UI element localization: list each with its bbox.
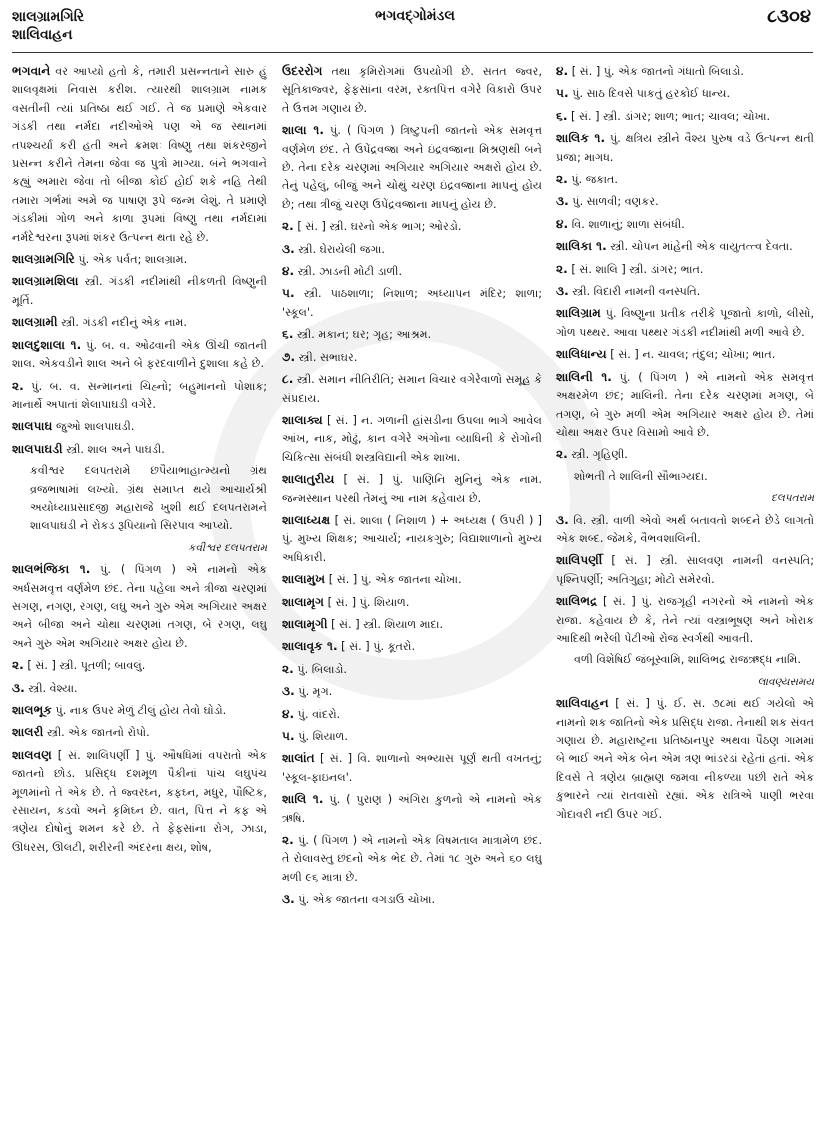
sense-item: ૨. [ સં. શાલિ ] સ્ત્રી. ડાંગર; ભાત. bbox=[556, 261, 704, 276]
entry-shalini: શાલિની ૧. પું. ( પિંગળ ) એ નામનો એક સમવૃત્ત અક્ષરમેળ છંદ; માલિની. તેના દરેક ચરણમાં મગણ, બે તગણ, બે ગુરુ મળી એમ અગિયાર અક્ષર હોય છે. તેમાં ચોથા અક્ષર ઉપર વિસામો આવે છે. bbox=[556, 369, 814, 439]
quotation-source: કવીશ્વર દલપતરામ bbox=[188, 541, 267, 554]
header-rule bbox=[12, 52, 813, 53]
entry-shalamukh: શાલામુખ [ સં. ] પું. એક જાતના ચોખા. bbox=[282, 572, 462, 587]
sense-item: ૫. પું. સાઠ દિવસે પાકતું હરકોઈ ધાન્ય. bbox=[556, 86, 731, 101]
entry-shaliparni: શાલિપર્ણી [ સં. ] સ્ત્રી. સાલવણ નામની વનસ્પતિ; પૃશ્નિપર્ણી; અતિગુહા; મોટો સમેરવો. bbox=[556, 553, 814, 586]
header-guide-first: શાલગ્રામગિરિ bbox=[12, 9, 85, 25]
column-middle bbox=[282, 62, 542, 1117]
sense-item: ૩. સ્ત્રી. વિદારી નામની વનસ્પતિ. bbox=[556, 284, 701, 299]
entry-shalbhuk: શાલભૂક પું. નાક ઉપર મેળું ટીલું હોય તેવો ઘોડો. bbox=[12, 703, 227, 717]
entry-shalgrami: શાલગ્રામી સ્ત્રી. ગંડકી નદીનું એક નામ. bbox=[12, 315, 187, 330]
entry-shalakya: શાલાક્ય [ સં. ] ન. ગળાની હાંસડીના ઉપલા ભાગે આવેલ આંખ, નાક, મોઢું, કાન વગેરે અંગોના વ્યાધિની કે રોગોની ચિકિત્સા સંબંધી શસ્ત્રવિદ્યાની એક શાખા. bbox=[282, 412, 542, 464]
column-left bbox=[12, 62, 267, 1117]
sense-item: ૨. પું. બ. વ. સન્માનનાં ચિહ્નો; બહુમાનનો પોશાક; માનાર્થે અપાતાં શેલાપાઘડી વગેરે. bbox=[12, 378, 267, 411]
entry-shalvan: શાલવણ [ સં. શાલિપર્ણી ] પું. ઔષધિમાં વપરાતો એક જાતનો છોડ. પ્રસિદ્ધ દશમૂળ પૈકીનાં પાંચ લઘુપંચ મૂળમાંનો તે એક છે. તે જ્વરઘ્ન, કફઘ્ન, મધુર, પૌષ્ટિક, રસાયન, કડવો અને કૃમિઘ્ન છે. વાત, પિત્ત ને કફ એ ત્રણેય દોષોનું શમન કરે છે. તે ફેફસાંના રોગ, ઝાડા, ઊધરસ, ઊલટી, શરીરની અંદરના ક્ષય, શોષ, bbox=[12, 747, 267, 854]
entry-shalamrug: શાલામૃગ [ સં. ] પું. શિયાળ. bbox=[282, 594, 410, 609]
entry-shalant: શાલાંત [ સં. ] વિ. શાળાનો અભ્યાસ પૂર્ણ થતી વખતનું; 'સ્કૂલ-ફાઇનલ'. bbox=[282, 751, 542, 784]
entry-shala: શાલા ૧. પું. ( પિંગળ ) ત્રિષ્ટુપની જાતનો એક સમવૃત્ત વર્ણમેળ છંદ. તે ઉપેંદ્રવજ્રા અને ઇંદ્રવજ્રાના મિશ્રણથી બને છે. તેના દરેક ચરણમાં અગિયાર અગિયાર અક્ષરો હોય છે. તેનું પહેલું, બીજું અને ચોથું ચરણ ઇંદ્રવજ્રાના માપનું હોય છે; તથા ત્રીજું ચરણ ઉપેંદ્રવજ્રાના માપનું હોય છે. bbox=[282, 123, 542, 211]
sense-item: ૪. સ્ત્રી. ઝાડની મોટી ડાળી. bbox=[282, 264, 403, 279]
sense-item: ૨. પું. ( પિંગળ ) એ નામનો એક વિષમતાલ માત્રામેળ છંદ. તે રોલાવસ્તુ છંદનો એક ભેદ છે. તેમાં ૧૮ ગુરુ અને ૬૦ લઘુ મળી ૯૬ માત્રા છે. bbox=[282, 833, 542, 884]
sense-item: ૪. વિ. શાળાનું; શાળા સંબંધી. bbox=[556, 216, 685, 231]
quotation: વળી વિશેષિઈ જંબૂસ્વામિ, શાલિભદ્ર રાજઋદ્ધ નામિ. bbox=[574, 653, 801, 667]
entry-shali: શાલિ ૧. પું. ( પુરાણ ) અંગિરા કુળનો એ નામનો એક ઋષિ. bbox=[282, 792, 542, 825]
column-right bbox=[556, 62, 814, 1117]
quotation-source: દલપતરામ bbox=[771, 492, 814, 505]
sense-item: ૩. પું. એક જાતના વગડાઉ ચોખા. bbox=[282, 892, 436, 907]
sense-item: ૩. પું. સાળવી; વણકર. bbox=[556, 194, 659, 209]
sense-item: ૨. [ સં. ] સ્ત્રી. ઘરનો એક ભાગ; ઓરડો. bbox=[282, 219, 462, 234]
sense-item: ૩. સ્ત્રી. ઘેરાયેલી જગા. bbox=[282, 241, 385, 256]
sense-item: ૩. પું. મૃગ. bbox=[282, 684, 333, 699]
entry-shalika: શાલિકા ૧. સ્ત્રી. ચોપન માંહેની એક વાયુતત્ત્વ દેવતા. bbox=[556, 239, 793, 254]
quotation: શોભતી તે શાલિની સૌભાગ્યદા. bbox=[574, 469, 708, 483]
header-guide-words bbox=[12, 8, 84, 44]
header-page-number: ૮૩૦૪ bbox=[767, 6, 811, 27]
sense-item: ૨. સ્ત્રી. ગૃહિણી. bbox=[556, 447, 628, 462]
sense-item: ૨. પું. જકાત. bbox=[556, 172, 618, 187]
entry-shalamrugi: શાલામૃગી [ સં. ] સ્ત્રી. શિયાળ માદા. bbox=[282, 616, 444, 631]
sense-item: ૫. સ્ત્રી. પાઠશાળા; નિશાળ; અધ્યાપન મંદિર; શાળા; 'સ્કૂલ'. bbox=[282, 286, 542, 319]
entry-shalpaghdi: શાલપાઘડી સ્ત્રી. શાલ અને પાઘડી. bbox=[12, 441, 165, 456]
sense-item: ૬. [ સં. ] સ્ત્રી. ડાંગર; શાળ; ભાત; ચાવલ; ચોખા. bbox=[556, 108, 771, 123]
sense-item: ૪. પું. વાંદરો. bbox=[282, 706, 341, 721]
sense-item: ૪. [ સં. ] પું. એક જાતનો ગંધાતો બિલાડો. bbox=[556, 64, 744, 78]
sense-item: ૨. [ સં. ] સ્ત્રી. પૂતળી; બાવલું. bbox=[12, 658, 146, 673]
header-title: ભગવદ્ગોમંડલ bbox=[375, 8, 455, 24]
entry-shalidhanya: શાલિધાન્ય [ સં. ] ન. ચાવલ; તંદુલ; ચોખા; ભાત. bbox=[556, 347, 776, 362]
entry-shaligram: શાલિગ્રામ પું. વિષ્ણુના પ્રતીક તરીકે પૂજાતો કાળો, લીસો, ગોળ પથ્થર. આવા પથ્થર ગંડકી નદીમાંથી મળી આવે છે. bbox=[556, 306, 814, 339]
sense-item: ૫. પું. શિયાળ. bbox=[282, 729, 348, 743]
entry-shalik: શાલિક ૧. પું. ક્ષત્રિય સ્ત્રીને વૈશ્ય પુરુષ વડે ઉત્પન્ન થતી પ્રજા; માગધ. bbox=[556, 131, 814, 164]
entry-shalivahan: શાલિવાહન [ સં. ] પું. ઈ. સ. ૭૮માં થઈ ગયેલો એ નામનો શક જાતિનો એક પ્રસિદ્ધ રાજા. તેનાથી શક સંવત ગણાય છે. મહારાષ્ટ્રના પ્રતિષ્ઠાનપુર અથવા પૈઠણ ગામમાં બે ભાઈ અને એક બેન એમ ત્રણ ભાંડરડાં રહેતાં હતાં. એક દિવસે તે ત્રણેય બ્રાહ્મણ જમવા નીકળ્યા પછી રાતે એક કુંભારને ત્યાં રાતવાસો રહ્યાં. એક રાત્રિએ પાણી ભરવા ગોદાવરી નદી ઉપર ગઈ. bbox=[556, 696, 814, 821]
entry-shalibhadra: શાલિભદ્ર [ સં. ] પું. રાજગૃહી નગરનો એ નામનો એક રાજા. કહેવાય છે કે, તેને ત્યાં વસ્ત્રાભૂષણ અને ખોરાક આદિથી ભરેલી પેટીઓ રોજ સ્વર્ગથી આવતી. bbox=[556, 594, 814, 645]
entry-continuation: ઉદરરોગ તથા કૃમિરોગમાં ઉપયોગી છે. સતત જ્વર, સૂતિકાજ્વર, ફેફસાંના વરમ, રક્તપિત્ત વગેરે વિકારો ઉપર તે ઉત્તમ ગણાય છે. bbox=[282, 64, 542, 115]
entry-continuation: ભગવાને વર આપ્યો હતો કે, તમારી પ્રસન્નતાને સારુ હું શાલવૃક્ષમાં નિવાસ કરીશ. ત્યારથી શાલગ્રામ નામક વસતીની ત્યાં પ્રતિષ્ઠા થઈ ગઈ. તે જ પ્રમાણે એકવાર ગંડકી તથા નર્મદા નદીઓએ પણ એ જ સ્થાનમાં તપશ્ચર્યા કરી હતી અને ક્રમશઃ વિષ્ણુ તથા શંકરજીને પ્રસન્ન કરીને તેમના જેવા જ પુત્રો માગ્યા. બંને ભગવાને કહ્યું અમારા જેવા તો બીજા કોઈ હોઈ શકે નહિ તેથી તમારા ગર્ભમાં અમે જ પાષાણ રૂપે જન્મ લેશું. તે પ્રમાણે ગંડકીમાં ગોળ અને કાળા રૂપમાં વિષ્ણુ તથા નર્મદામાં નર્મદેશ્વરના રૂપમાં શંકર ઉત્પન્ન થતા રહે છે. bbox=[12, 64, 267, 244]
entry-shaldushala: શાલદુશાલા ૧. પું. બ. વ. ઓઢવાની એક ઊંચી જાતની શાલ. એકવડીને શાલ અને બે ફરદવાળીને દુશાલા કહે છે. bbox=[12, 337, 267, 371]
entry-shaladhyaksha: શાલાધ્યક્ષ [ સં. શાલા ( નિશાળ ) + અધ્યક્ષ ( ઉપરી ) ] પું. મુખ્ય શિક્ષક; આચાર્ય; નાયકગુરુ; વિદ્યાશાળાનો મુખ્ય અધિકારી. bbox=[282, 512, 542, 564]
sense-item: ૩. વિ. સ્ત્રી. વાળી એવો અર્થ બતાવતો શબ્દને છેડે લાગતો એક શબ્દ. જેમકે, વૈભવશાલિની. bbox=[556, 512, 814, 545]
sense-item: ૮. સ્ત્રી. સમાન નીતિરીતિ; સમાન વિચાર વગેરેવાળો સમૂહ કે સંપ્રદાય. bbox=[282, 372, 542, 405]
sense-item: ૭. સ્ત્રી. સભાઘર. bbox=[282, 349, 358, 364]
entry-shalaturiya: શાલાતુરીય [ સં. ] પું. પાણિનિ મુનિનું એક નામ. જન્મસ્થાન પરથી તેમનું આ નામ કહેવાય છે. bbox=[282, 472, 542, 505]
entry-shalri: શાલરી સ્ત્રી. એક જાતનો રોપો. bbox=[12, 725, 150, 740]
entry-shalbhanjika: શાલભંજિકા ૧. પું. ( પિંગળ ) એ નામનો એક અર્ધસમવૃત્ત વર્ણમેળ છંદ. તેના પહેલા અને ત્રીજા ચરણમાં સગણ, નગણ, રગણ, લઘુ અને ગુરુ એમ અગિયાર અક્ષર અને બીજા અને ચોથા ચરણમાં તગણ, બે રગણ, લઘુ અને ગુરુ એમ અગિયાર અક્ષર હોય છે. bbox=[12, 562, 267, 650]
entry-shalgramgiri: શાલગ્રામગિરિ પું. એક પર્વત; શાલગ્રામ. bbox=[12, 252, 188, 267]
sense-item: ૨. પું. બિલાડો. bbox=[282, 661, 347, 676]
entry-shalgramshila: શાલગ્રામશિલા સ્ત્રી. ગંડકી નદીમાંથી નીકળતી વિષ્ણુની મૂર્તિ. bbox=[12, 274, 267, 307]
quotation-source: લાવણ્યસમય bbox=[757, 675, 814, 688]
sense-item: ૩. સ્ત્રી. વેશ્યા. bbox=[12, 680, 78, 695]
header-guide-last: શાલિવાહન bbox=[12, 27, 73, 43]
sense-item: ૬. સ્ત્રી. મકાન; ઘર; ગૃહ; આશ્રમ. bbox=[282, 327, 432, 342]
quotation: કવીશ્વર દલપતરામે છપૈયાભાહાત્મ્યનો ગ્રંથ વ્રજભાષામાં લખ્યો. ગ્રંથ સમાપ્ત થયે આચાર્યશ્રી અયોધ્યાપ્રસાદજી મહારાજે ખુશી થઈ દલપતરામને શાલપાઘડી ને રોકડ રૂપિયાનો સિરપાવ આપ્યો. bbox=[30, 464, 267, 533]
entry-shalpagh: શાલપાઘ જુઓ શાલપાઘડી. bbox=[12, 419, 135, 434]
entry-shalavruk: શાલાવૃક ૧. [ સં. ] પું. કૂતરો. bbox=[282, 639, 416, 654]
